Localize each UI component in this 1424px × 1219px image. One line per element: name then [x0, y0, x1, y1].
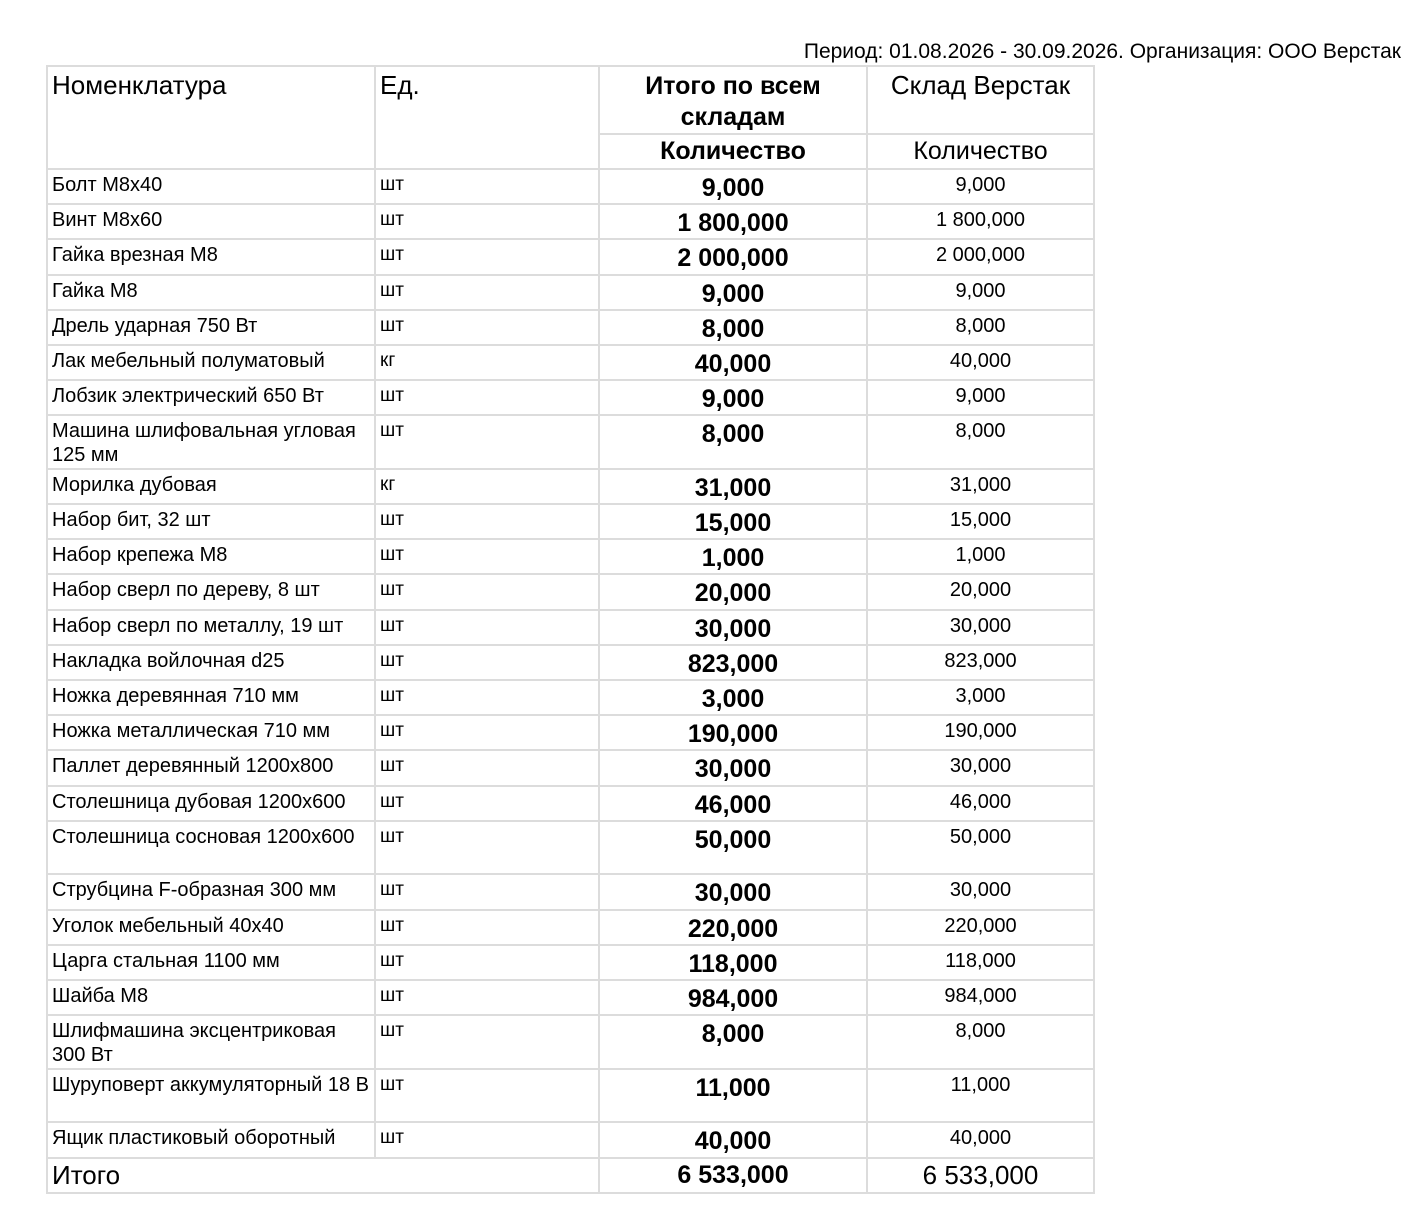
item-name-cell: Ножка металлическая 710 мм: [47, 715, 375, 750]
grand-total-quantity: 6 533,000: [599, 1158, 867, 1193]
item-unit-cell: шт: [375, 275, 599, 310]
item-name-cell: Шуруповерт аккумуляторный 18 В: [47, 1069, 375, 1123]
item-warehouse-quantity-cell: 50,000: [867, 821, 1094, 875]
item-total-quantity-cell: 823,000: [599, 645, 867, 680]
table-row: [47, 945, 1094, 980]
item-unit-cell: шт: [375, 1015, 599, 1069]
table-row: [47, 310, 1094, 345]
item-name-cell: Столешница дубовая 1200х600: [47, 786, 375, 821]
item-name-cell: Паллет деревянный 1200х800: [47, 750, 375, 785]
item-unit-cell: шт: [375, 574, 599, 609]
item-total-quantity-cell: 15,000: [599, 504, 867, 539]
item-warehouse-quantity-cell: 11,000: [867, 1069, 1094, 1123]
table-row: [47, 469, 1094, 504]
item-warehouse-quantity-cell: 8,000: [867, 1015, 1094, 1069]
item-warehouse-quantity-cell: 190,000: [867, 715, 1094, 750]
item-name-cell: Царга стальная 1100 мм: [47, 945, 375, 980]
item-unit-cell: шт: [375, 910, 599, 945]
item-unit-cell: шт: [375, 504, 599, 539]
item-total-quantity-cell: 118,000: [599, 945, 867, 980]
item-total-quantity-cell: 50,000: [599, 821, 867, 875]
item-unit-cell: шт: [375, 645, 599, 680]
item-warehouse-quantity-cell: 1,000: [867, 539, 1094, 574]
table-row: [47, 1069, 1094, 1123]
item-warehouse-quantity-cell: 40,000: [867, 1122, 1094, 1157]
item-warehouse-quantity-cell: 9,000: [867, 169, 1094, 204]
item-name-cell: Набор крепежа М8: [47, 539, 375, 574]
table-header-row: [47, 66, 1094, 134]
item-name-cell: Набор сверл по металлу, 19 шт: [47, 610, 375, 645]
column-header-name: Номенклатура: [47, 66, 375, 169]
item-unit-cell: кг: [375, 469, 599, 504]
subheader-quantity-total: Количество: [599, 134, 867, 169]
table-row: [47, 415, 1094, 469]
table-row: [47, 715, 1094, 750]
item-warehouse-quantity-cell: 118,000: [867, 945, 1094, 980]
item-unit-cell: шт: [375, 610, 599, 645]
item-unit-cell: шт: [375, 750, 599, 785]
item-name-cell: Набор сверл по дереву, 8 шт: [47, 574, 375, 609]
item-unit-cell: кг: [375, 345, 599, 380]
item-name-cell: Струбцина F-образная 300 мм: [47, 874, 375, 909]
item-name-cell: Ножка деревянная 710 мм: [47, 680, 375, 715]
table-row: [47, 380, 1094, 415]
item-total-quantity-cell: 40,000: [599, 1122, 867, 1157]
table-row: [47, 874, 1094, 909]
table-row: [47, 275, 1094, 310]
item-unit-cell: шт: [375, 239, 599, 274]
item-total-quantity-cell: 220,000: [599, 910, 867, 945]
table-row: [47, 169, 1094, 204]
item-unit-cell: шт: [375, 310, 599, 345]
item-total-quantity-cell: 30,000: [599, 610, 867, 645]
item-unit-cell: шт: [375, 1069, 599, 1123]
table-total-row: [47, 1158, 1094, 1193]
total-label: Итого: [47, 1158, 599, 1193]
item-unit-cell: шт: [375, 169, 599, 204]
item-name-cell: Винт М8х60: [47, 204, 375, 239]
table-row: [47, 504, 1094, 539]
column-header-total: Итого по всем складам: [599, 66, 867, 134]
item-unit-cell: шт: [375, 1122, 599, 1157]
item-total-quantity-cell: 190,000: [599, 715, 867, 750]
item-total-quantity-cell: 8,000: [599, 415, 867, 469]
item-name-cell: Столешница сосновая 1200х600: [47, 821, 375, 875]
item-warehouse-quantity-cell: 46,000: [867, 786, 1094, 821]
item-warehouse-quantity-cell: 220,000: [867, 910, 1094, 945]
table-row: [47, 345, 1094, 380]
table-row: [47, 1122, 1094, 1157]
item-unit-cell: шт: [375, 874, 599, 909]
item-unit-cell: шт: [375, 715, 599, 750]
item-name-cell: Накладка войлочная d25: [47, 645, 375, 680]
subheader-quantity-warehouse: Количество: [867, 134, 1094, 169]
item-name-cell: Лобзик электрический 650 Вт: [47, 380, 375, 415]
table-row: [47, 539, 1094, 574]
item-warehouse-quantity-cell: 8,000: [867, 415, 1094, 469]
item-unit-cell: шт: [375, 680, 599, 715]
item-unit-cell: шт: [375, 539, 599, 574]
item-total-quantity-cell: 8,000: [599, 1015, 867, 1069]
table-row: [47, 645, 1094, 680]
table-row: [47, 821, 1094, 875]
item-name-cell: Гайка врезная М8: [47, 239, 375, 274]
item-warehouse-quantity-cell: 30,000: [867, 610, 1094, 645]
item-name-cell: Морилка дубовая: [47, 469, 375, 504]
item-total-quantity-cell: 40,000: [599, 345, 867, 380]
item-total-quantity-cell: 11,000: [599, 1069, 867, 1123]
item-warehouse-quantity-cell: 30,000: [867, 874, 1094, 909]
item-unit-cell: шт: [375, 821, 599, 875]
item-warehouse-quantity-cell: 30,000: [867, 750, 1094, 785]
item-warehouse-quantity-cell: 15,000: [867, 504, 1094, 539]
item-total-quantity-cell: 30,000: [599, 874, 867, 909]
item-name-cell: Ящик пластиковый оборотный: [47, 1122, 375, 1157]
table-row: [47, 610, 1094, 645]
item-name-cell: Гайка М8: [47, 275, 375, 310]
warehouse-total-quantity: 6 533,000: [867, 1158, 1094, 1193]
item-name-cell: Шайба М8: [47, 980, 375, 1015]
item-name-cell: Уголок мебельный 40х40: [47, 910, 375, 945]
item-total-quantity-cell: 9,000: [599, 380, 867, 415]
item-warehouse-quantity-cell: 984,000: [867, 980, 1094, 1015]
item-warehouse-quantity-cell: 3,000: [867, 680, 1094, 715]
item-warehouse-quantity-cell: 1 800,000: [867, 204, 1094, 239]
item-total-quantity-cell: 1 800,000: [599, 204, 867, 239]
report-period-line: Период: 01.08.2026 - 30.09.2026. Организация: ООО Верстак: [803, 40, 1401, 63]
item-total-quantity-cell: 46,000: [599, 786, 867, 821]
item-unit-cell: шт: [375, 980, 599, 1015]
table-row: [47, 750, 1094, 785]
item-name-cell: Машина шлифовальная угловая 125 мм: [47, 415, 375, 469]
item-unit-cell: шт: [375, 945, 599, 980]
column-header-unit: Ед.: [375, 66, 599, 169]
item-unit-cell: шт: [375, 204, 599, 239]
table-row: [47, 239, 1094, 274]
item-total-quantity-cell: 8,000: [599, 310, 867, 345]
item-total-quantity-cell: 9,000: [599, 169, 867, 204]
item-name-cell: Шлифмашина эксцентриковая 300 Вт: [47, 1015, 375, 1069]
item-name-cell: Болт М8х40: [47, 169, 375, 204]
item-warehouse-quantity-cell: 31,000: [867, 469, 1094, 504]
item-total-quantity-cell: 31,000: [599, 469, 867, 504]
table-row: [47, 980, 1094, 1015]
table-row: [47, 680, 1094, 715]
column-header-warehouse: Склад Верстак: [867, 66, 1094, 134]
item-total-quantity-cell: 2 000,000: [599, 239, 867, 274]
item-warehouse-quantity-cell: 9,000: [867, 275, 1094, 310]
item-warehouse-quantity-cell: 8,000: [867, 310, 1094, 345]
item-total-quantity-cell: 984,000: [599, 980, 867, 1015]
item-unit-cell: шт: [375, 380, 599, 415]
item-warehouse-quantity-cell: 2 000,000: [867, 239, 1094, 274]
item-total-quantity-cell: 9,000: [599, 275, 867, 310]
table-row: [47, 786, 1094, 821]
item-total-quantity-cell: 20,000: [599, 574, 867, 609]
table-row: [47, 1015, 1094, 1069]
inventory-table: [46, 65, 1095, 1194]
item-warehouse-quantity-cell: 823,000: [867, 645, 1094, 680]
item-unit-cell: шт: [375, 786, 599, 821]
item-name-cell: Дрель ударная 750 Вт: [47, 310, 375, 345]
item-warehouse-quantity-cell: 20,000: [867, 574, 1094, 609]
item-total-quantity-cell: 3,000: [599, 680, 867, 715]
item-name-cell: Набор бит, 32 шт: [47, 504, 375, 539]
item-total-quantity-cell: 1,000: [599, 539, 867, 574]
item-name-cell: Лак мебельный полуматовый: [47, 345, 375, 380]
table-row: [47, 574, 1094, 609]
item-total-quantity-cell: 30,000: [599, 750, 867, 785]
table-row: [47, 910, 1094, 945]
item-unit-cell: шт: [375, 415, 599, 469]
table-row: [47, 204, 1094, 239]
item-warehouse-quantity-cell: 40,000: [867, 345, 1094, 380]
item-warehouse-quantity-cell: 9,000: [867, 380, 1094, 415]
